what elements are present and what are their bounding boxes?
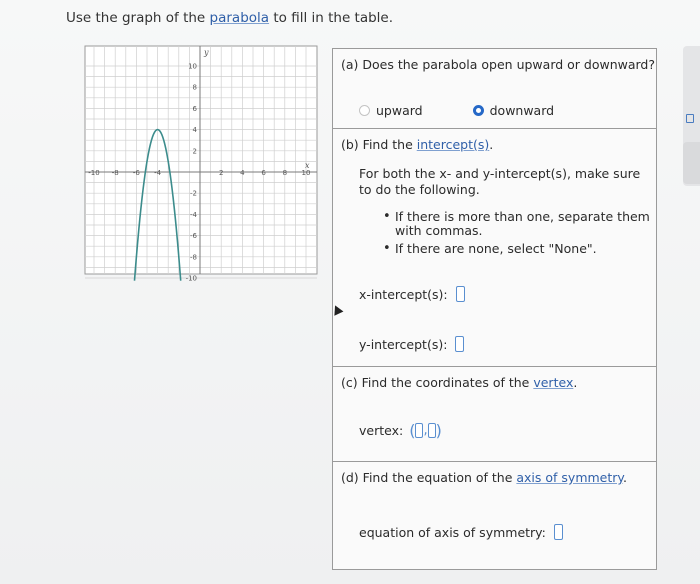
x-tick-label: 10 xyxy=(301,169,311,177)
question-panel xyxy=(332,48,657,570)
radio-downward[interactable] xyxy=(473,105,484,116)
parabola-graph xyxy=(85,46,317,283)
y-tick-label: 6 xyxy=(192,104,197,113)
axis-label: equation of axis of symmetry: xyxy=(359,524,546,540)
graph-background xyxy=(85,46,317,274)
instruction-prefix: Use the graph of the xyxy=(66,10,210,26)
vertex-pair: ( , ) xyxy=(409,421,442,440)
instruction-suffix: to fill in the table. xyxy=(269,10,394,26)
section-c xyxy=(333,367,656,462)
x-tick-label: -6 xyxy=(132,169,140,177)
bullet-2-text: If there are none, select "None". xyxy=(395,241,597,256)
x-intercept-input[interactable] xyxy=(456,286,465,302)
x-tick-label: -10 xyxy=(88,169,100,177)
question-b-prefix: (b) Find the xyxy=(341,137,417,152)
question-b-suffix: . xyxy=(489,137,494,152)
intercept-instructions xyxy=(359,166,640,198)
vertex-link[interactable]: vertex xyxy=(533,375,574,390)
instruction-text xyxy=(66,10,393,26)
option-downward-label: downward xyxy=(489,103,555,118)
bullet-none: • If there are none, select "None". xyxy=(383,241,597,256)
page-icon[interactable] xyxy=(686,114,694,123)
y-intercept-row xyxy=(359,336,464,352)
x-tick-label: -4 xyxy=(154,169,162,177)
question-c xyxy=(341,375,577,390)
x-tick-label: 8 xyxy=(282,169,288,177)
y-tick-label: 4 xyxy=(192,126,197,135)
bullet-1-line-2: with commas. xyxy=(395,223,483,238)
y-tick-label: 10 xyxy=(188,62,197,71)
x-tick-label: 4 xyxy=(240,169,245,177)
y-tick-label: -4 xyxy=(190,210,197,219)
section-d xyxy=(333,462,656,569)
question-a: (a) Does the parabola open upward or downward? xyxy=(341,57,656,72)
vertex-x-input[interactable] xyxy=(415,423,423,438)
x-axis-label: x xyxy=(305,161,310,170)
x-intercept-label: x-intercept(s): xyxy=(359,286,448,302)
y-tick-label: -8 xyxy=(190,253,197,262)
x-tick-label: -8 xyxy=(111,169,119,177)
section-a xyxy=(333,49,656,129)
y-tick-label: 8 xyxy=(192,83,197,92)
x-tick-label: 6 xyxy=(261,169,266,177)
bullet-multiple: • If there is more than one, separate them with commas. xyxy=(383,209,650,238)
option-upward-label: upward xyxy=(376,103,423,118)
question-d-prefix: (d) Find the equation of the xyxy=(341,470,517,485)
y-intercept-input[interactable] xyxy=(455,336,464,352)
y-intercept-label: y-intercept(s): xyxy=(359,336,448,352)
y-axis-label: y xyxy=(204,48,209,57)
graph-svg xyxy=(85,46,317,283)
section-b xyxy=(333,129,656,367)
vertex-y-input[interactable] xyxy=(428,423,436,438)
side-toolbar-button[interactable] xyxy=(683,142,700,184)
radio-upward[interactable] xyxy=(359,105,370,116)
direction-options xyxy=(359,103,554,118)
question-b xyxy=(341,137,493,152)
instruction-line-2: to do the following. xyxy=(359,182,480,197)
vertex-row xyxy=(359,421,442,440)
axis-input[interactable] xyxy=(554,524,563,540)
y-tick-label: -6 xyxy=(190,232,197,241)
option-upward[interactable] xyxy=(359,103,423,118)
axis-of-symmetry-link[interactable]: axis of symmetry xyxy=(516,470,624,485)
x-intercept-row xyxy=(359,286,465,302)
question-c-suffix: . xyxy=(573,375,578,390)
intercepts-link[interactable]: intercept(s) xyxy=(416,137,490,152)
question-d-suffix: . xyxy=(623,470,628,485)
instruction-line-1: For both the x- and y-intercept(s), make sure xyxy=(359,166,641,181)
question-c-prefix: (c) Find the coordinates of the xyxy=(341,375,534,390)
parabola-link[interactable]: parabola xyxy=(209,10,270,26)
x-tick-label: 2 xyxy=(218,169,224,177)
y-tick-label: -2 xyxy=(190,189,197,198)
option-downward[interactable] xyxy=(473,103,554,118)
y-tick-label: 2 xyxy=(192,147,197,156)
question-d xyxy=(341,470,627,485)
axis-row xyxy=(359,524,563,540)
vertex-label: vertex: xyxy=(359,423,404,438)
bullet-1-line-1: If there is more than one, separate them xyxy=(395,209,650,224)
y-tick-label: -10 xyxy=(185,274,197,283)
